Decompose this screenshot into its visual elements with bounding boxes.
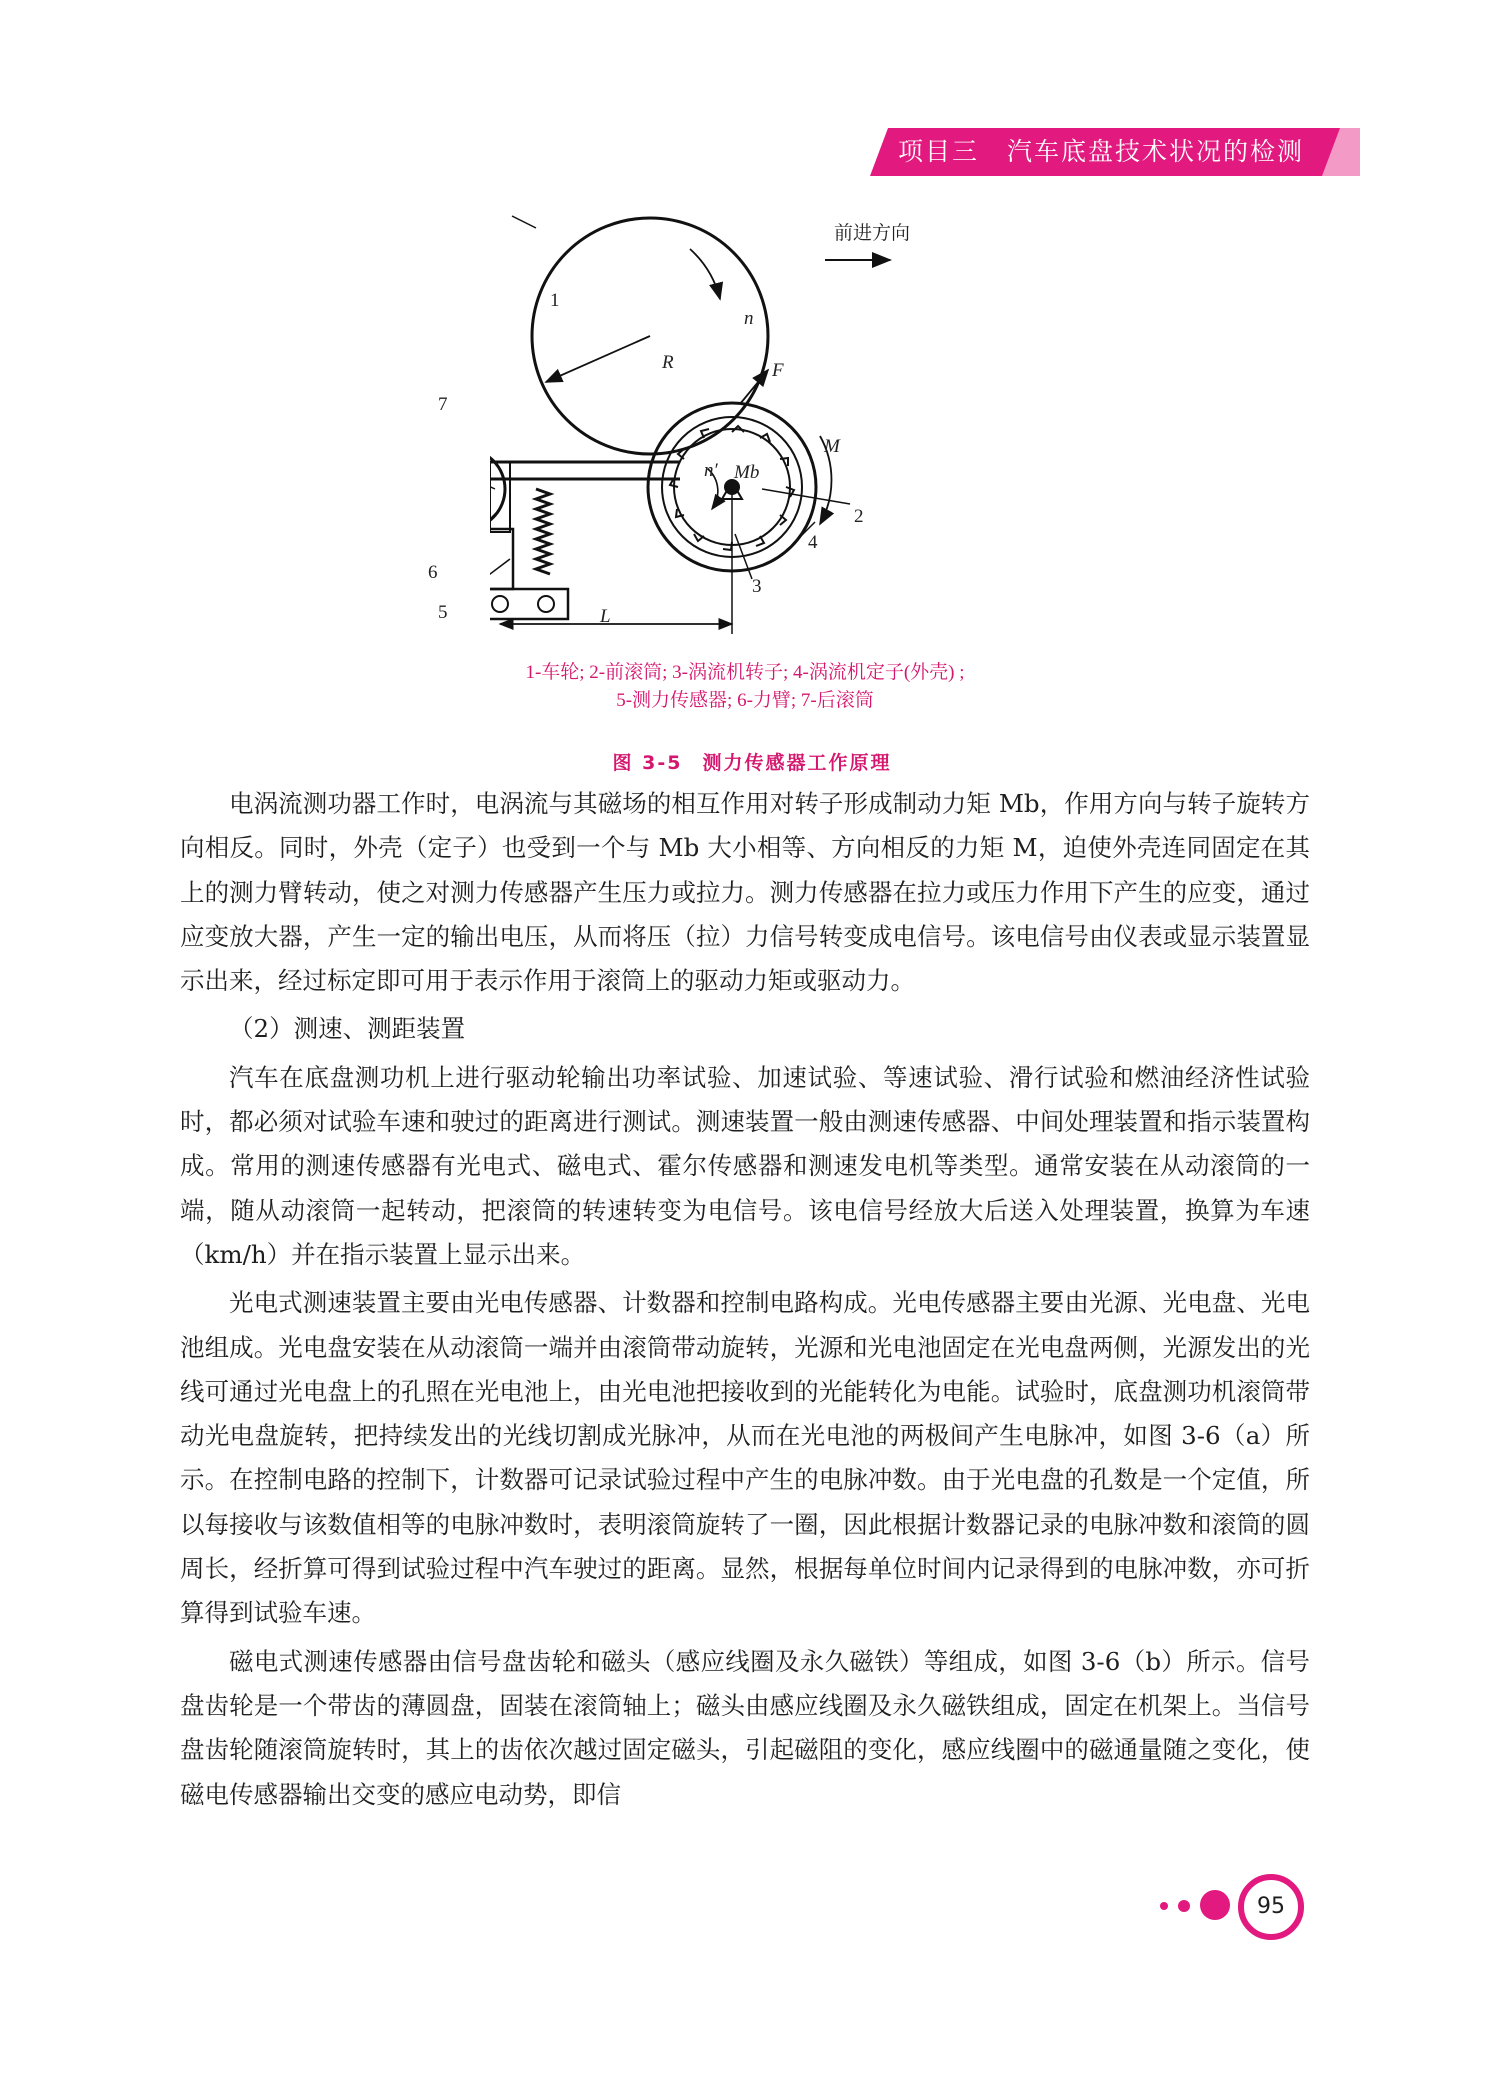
direction-label: 前进方向 <box>834 223 911 244</box>
label-6: 6 <box>428 562 438 583</box>
body-text <box>180 782 1310 1817</box>
figure-caption-text: 测力传感器工作原理 <box>702 752 892 774</box>
page-number: 95 <box>1257 1894 1285 1919</box>
figure-legend-line-1: 1-车轮; 2-前滚筒; 3-涡流机转子; 4-涡流机定子(外壳) ; <box>525 662 965 683</box>
label-n-prime: n′ <box>704 460 718 481</box>
page-number-badge <box>1160 1872 1320 1942</box>
paragraph-1: 电涡流测功器工作时，电涡流与其磁场的相互作用对转子形成制动力矩 Mb，作用方向与转子旋转方向相反。同时，外壳（定子）也受到一个与 Mb 大小相等、方向相反的力矩 M，迫使外壳连同固定在其上的测力臂转动，使之对测力传感器产生压力或拉力。测力传感器在拉力或压力作用下产生的应变，通过应变放大器，产生一定的输出电压，从而将压（拉）力信号转变成电信号。该电信号由仪表或显示装置显示出来，经过标定即可用于表示作用于滚筒上的驱动力矩或驱动力。 <box>180 789 1310 996</box>
label-7: 7 <box>438 394 448 415</box>
label-Mb: Mb <box>734 462 760 483</box>
figure-3-5 <box>428 204 1000 724</box>
subheading-speed-distance: （2）测速、测距装置 <box>229 1014 466 1044</box>
label-M: M <box>824 436 840 457</box>
paragraph-2: 汽车在底盘测功机上进行驱动轮输出功率试验、加速试验、等速试验、滑行试验和燃油经济性试验时，都必须对试验车速和驶过的距离进行测试。测速装置一般由测速传感器、中间处理装置和指示装置构成。常用的测速传感器有光电式、磁电式、霍尔传感器和测速发电机等类型。通常安装在从动滚筒的一端，随从动滚筒一起转动，把滚筒的转速转变为电信号。该电信号经放大后送入处理装置，换算为车速（km/h）并在指示装置上显示出来。 <box>180 1062 1310 1269</box>
label-5: 5 <box>438 602 448 623</box>
dynamometer-diagram <box>490 204 1000 634</box>
paragraph-4: 磁电式测速传感器由信号盘齿轮和磁头（感应线圈及永久磁铁）等组成，如图 3-6（b）所示。信号盘齿轮是一个带齿的薄圆盘，固装在滚筒轴上；磁头由感应线圈及永久磁铁组成，固定在机架上。当信号盘齿轮随滚筒旋转时，其上的齿依次越过固定磁头，引起磁阻的变化，感应线圈中的磁通量随之变化，使磁电传感器输出交变的感应电动势，即信 <box>180 1646 1310 1809</box>
header-chapter-title: 汽车底盘技术状况的检测 <box>1007 137 1305 166</box>
header-project: 项目三 <box>898 137 980 166</box>
decor-dot-small <box>1160 1902 1168 1910</box>
label-L: L <box>600 606 611 627</box>
figure-caption <box>0 748 1504 775</box>
decor-dot-medium <box>1178 1900 1190 1912</box>
label-n: n <box>744 308 754 329</box>
paragraph-3: 光电式测速装置主要由光电传感器、计数器和控制电路构成。光电传感器主要由光源、光电盘、光电池组成。光电盘安装在从动滚筒一端并由滚筒带动旋转，光源和光电池固定在光电盘两侧，光源发出的光线可通过光电盘上的孔照在光电池上，由光电池把接收到的光能转化为电能。试验时，底盘测功机滚筒带动光电盘旋转，把持续发出的光线切割成光脉冲，从而在光电池的两极间产生电脉冲，如图 3-6（a）所示。在控制电路的控制下，计数器可记录试验过程中产生的电脉冲数。由于光电盘的孔数是一个定值，所以每接收与该数值相等的电脉冲数时，表明滚筒旋转了一圈，因此根据计数器记录的电脉冲数和滚筒的圆周长，经折算可得到试验过程中汽车驶过的距离。显然，根据每单位时间内记录得到的电脉冲数，亦可折算得到试验车速。 <box>180 1288 1310 1628</box>
label-4: 4 <box>808 532 818 553</box>
label-1: 1 <box>550 290 560 311</box>
label-F: F <box>772 360 784 381</box>
figure-legend-line-2: 5-测力传感器; 6-力臂; 7-后滚筒 <box>616 690 874 711</box>
label-2: 2 <box>854 506 864 527</box>
figure-caption-number: 图 3-5 <box>612 752 683 774</box>
label-R: R <box>662 352 674 373</box>
decor-dot-large <box>1200 1890 1230 1920</box>
label-3: 3 <box>752 576 762 597</box>
header-title <box>898 128 1304 176</box>
chapter-header <box>870 128 1360 176</box>
